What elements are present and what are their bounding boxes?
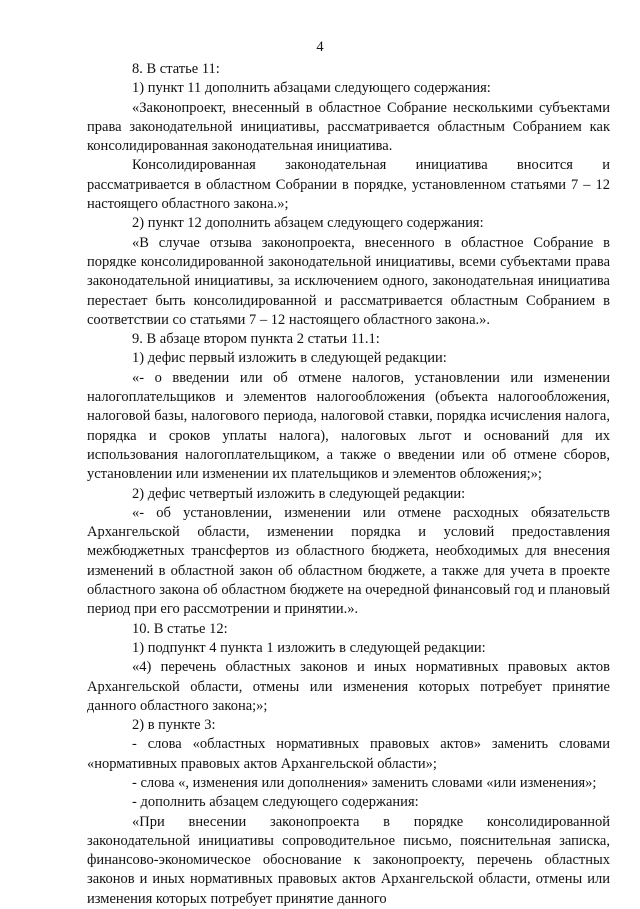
paragraph-replace-words-1: - слова «областных нормативных правовых актов» заменить словами «нормативных правовых актов Архангельской области»;: [87, 736, 610, 772]
paragraph-replace-words-2: - слова «, изменения или дополнения» заменить словами «или изменения»;: [132, 774, 597, 791]
paragraph-quote-expenditure-obligations: «- об установлении, изменении или отмене расходных обязательств Архангельской области, изменении порядка и условий предоставления межбюджетных трансфертов из областного бюджета, необходимых для внесения изменений в областной закон об областном бюджете, а также для учета в проекте областного закона об областном бюджете на очередной финансовый год и плановый период при его рассмотрении и принятии.».: [87, 504, 610, 618]
page-number: 4: [316, 39, 324, 55]
paragraph-dash-first: 1) дефис первый изложить в следующей редакции:: [132, 350, 447, 367]
paragraph-article-11-heading: 8. В статье 11:: [132, 61, 220, 77]
paragraph-quote-taxes: «- о введении или об отмене налогов, установлении или изменении налогоплательщиков и элементов налогообложения (объекта налогообложения, налоговой базы, налогового периода, налоговой ставки, порядка исчисления налога, порядка и сроков уплаты налога), налоговых льгот и оснований для их использования налогоплательщиком, а также о введении или об отмене сборов, установлении или изменении их плательщиков и элементов обложения;»;: [87, 369, 610, 483]
paragraph-add-abzac: - дополнить абзацем следующего содержания:: [132, 794, 419, 811]
paragraph-quote-withdrawal: «В случае отзыва законопроекта, внесенного в областное Собрание в порядке консолидированной законодательной инициативы, всеми субъектами права законодательной инициативы, за исключением одного, законодательная инициатива перестает быть консолидированной и рассматривается областным Собранием в соответствии со статьями 7 – 12 настоящего областного закона.».: [87, 234, 610, 328]
paragraph-dash-fourth: 2) дефис четвертый изложить в следующей редакции:: [132, 485, 466, 502]
paragraph-subitem-4-point-1: 1) подпункт 4 пункта 1 изложить в следующей редакции:: [132, 639, 486, 656]
paragraph-item-1-point-11: 1) пункт 11 дополнить абзацами следующего содержания:: [132, 80, 491, 97]
paragraph-quote-submission-documents: «При внесении законопроекта в порядке консолидированной законодательной инициативы сопроводительное письмо, пояснительная записка, финансово-экономическое обоснование к законопроекту, перечень областных законов и иных нормативных правовых актов Архангельской области, отмены или изменения которых потребует принятие данного: [87, 813, 610, 907]
paragraph-quote-consolidated-procedure: Консолидированная законодательная инициатива вносится и рассматривается в областном Собрании в порядке, установленном статьями 7 – 12 настоящего областного закона.»;: [87, 157, 610, 213]
paragraph-quote-list-of-laws: «4) перечень областных законов и иных нормативных правовых актов Архангельской области, отмены или изменения которых потребует принятие данного областного закона;»;: [87, 659, 610, 714]
document-body: [87, 60, 610, 909]
paragraph-quote-consolidated-initiative: «Законопроект, внесенный в областное Собрание несколькими субъектами права законодательной инициативы, рассматривается областным Собранием как консолидированная законодательная инициатива.: [87, 99, 610, 155]
paragraph-item-2-point-12: 2) пункт 12 дополнить абзацем следующего содержания:: [132, 215, 484, 232]
paragraph-article-11-1-heading: 9. В абзаце втором пункта 2 статьи 11.1:: [132, 331, 380, 348]
paragraph-point-3: 2) в пункте 3:: [132, 717, 216, 734]
paragraph-article-12-heading: 10. В статье 12:: [132, 620, 228, 637]
